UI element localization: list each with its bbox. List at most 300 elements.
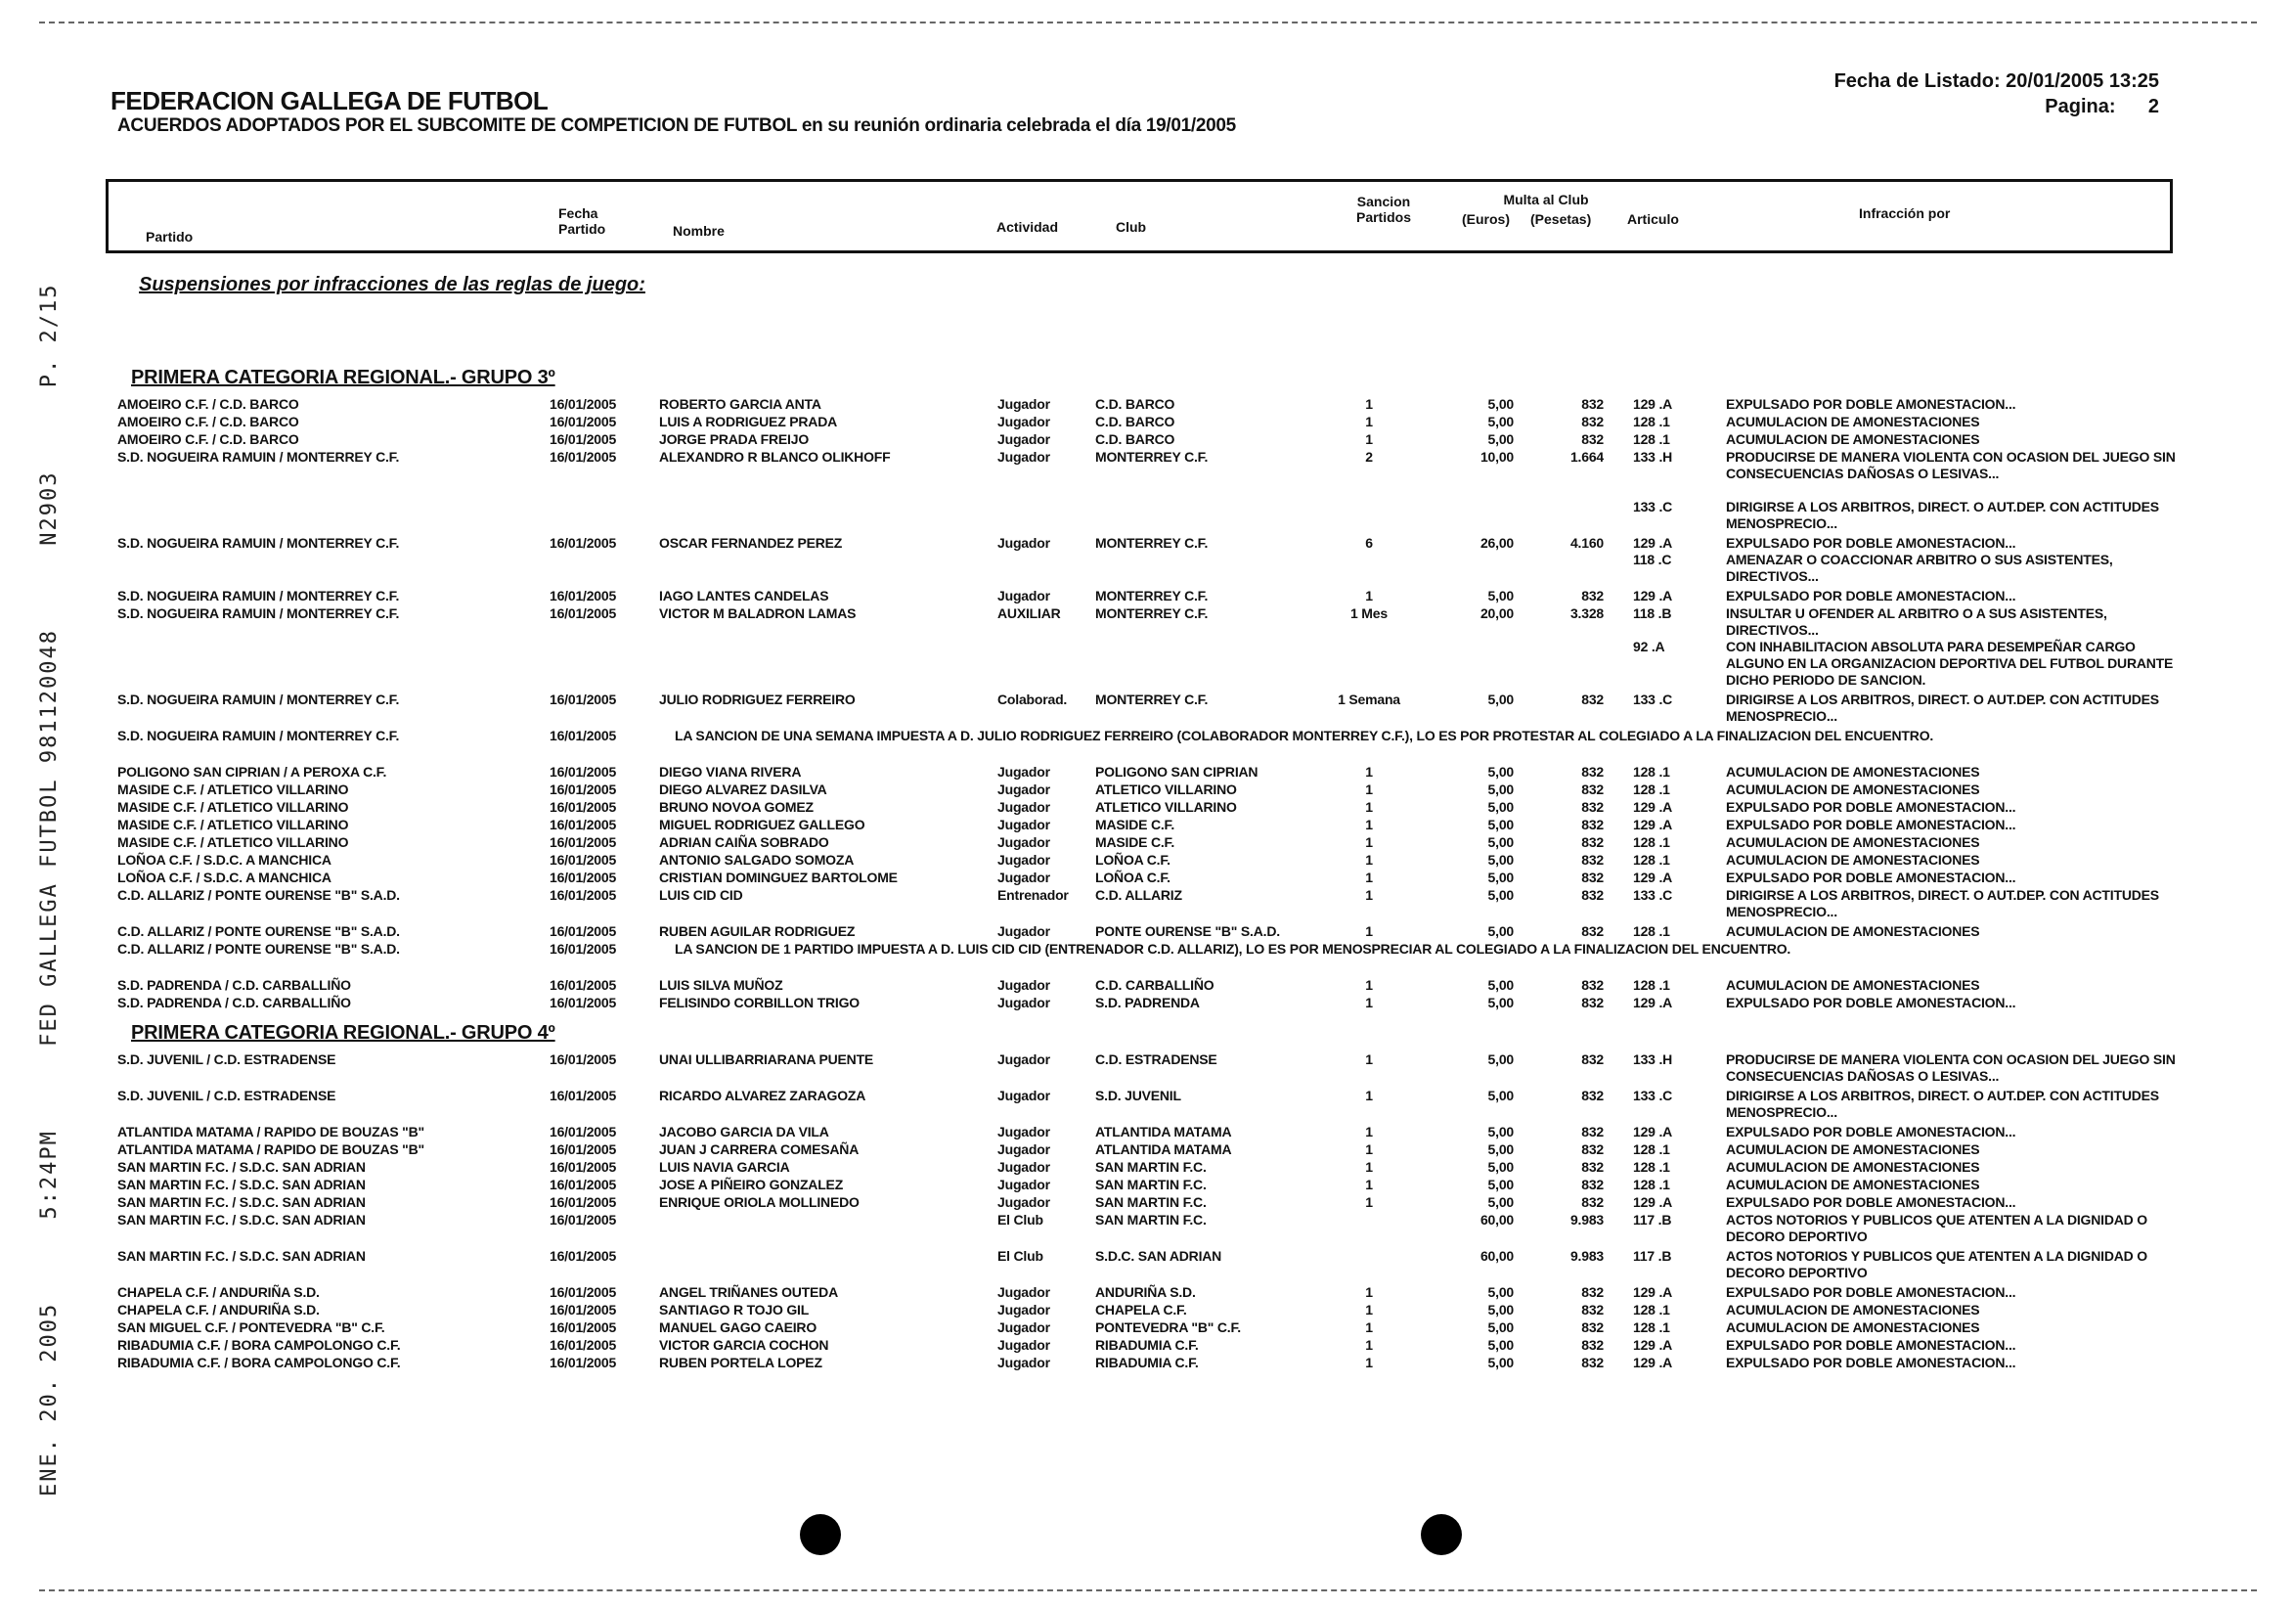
- articulos-cell: [1633, 834, 2181, 851]
- articulo-code: 133 .C: [1633, 887, 1673, 903]
- partido-cell: S.D. NOGUEIRA RAMUIN / MONTERREY C.F.: [117, 728, 400, 743]
- pesetas-cell: 9.983: [1569, 1248, 1604, 1264]
- infraccion-text: [1726, 482, 2176, 499]
- infraccion-text: EXPULSADO POR DOBLE AMONESTACION...: [1726, 396, 2016, 412]
- fecha-cell: 16/01/2005: [550, 782, 617, 797]
- actividad-cell: Jugador: [997, 799, 1050, 815]
- euros-cell: 5,00: [1487, 396, 1514, 412]
- col-multa: Multa al Club: [1503, 192, 1589, 207]
- table-row: [0, 449, 2296, 535]
- actividad-cell: El Club: [997, 1248, 1043, 1264]
- nombre-cell: LUIS A RODRIGUEZ PRADA: [659, 414, 838, 429]
- infraccion-text: EXPULSADO POR DOBLE AMONESTACION...: [1726, 1194, 2016, 1210]
- nombre-cell: BRUNO NOVOA GOMEZ: [659, 799, 814, 815]
- articulo-code: 117 .B: [1633, 1212, 1672, 1228]
- euros-cell: 5,00: [1487, 887, 1514, 903]
- sanctions-list: [0, 357, 2296, 1372]
- articulos-cell: [1633, 887, 2181, 920]
- fecha-cell: 16/01/2005: [550, 995, 617, 1010]
- sancion-cell: 1: [1365, 414, 1373, 429]
- actividad-cell: Jugador: [997, 535, 1050, 551]
- nombre-cell: VICTOR GARCIA COCHON: [659, 1337, 829, 1353]
- pesetas-cell: 1.664: [1569, 449, 1604, 465]
- listing-date: Fecha de Listado: 20/01/2005 13:25: [1833, 70, 2159, 92]
- club-cell: S.D. PADRENDA: [1095, 995, 1200, 1010]
- actividad-cell: Jugador: [997, 1337, 1050, 1353]
- table-row: [0, 1212, 2296, 1248]
- articulo-entry: [1633, 535, 2181, 552]
- col-fecha: Fecha Partido: [558, 205, 606, 237]
- infraccion-text: ACUMULACION DE AMONESTACIONES: [1726, 834, 1980, 850]
- table-row: [0, 431, 2296, 449]
- infraccion-text: EXPULSADO POR DOBLE AMONESTACION...: [1726, 1124, 2016, 1139]
- articulo-code: 128 .1: [1633, 764, 1670, 780]
- sancion-cell: 1: [1365, 817, 1373, 832]
- table-row: [0, 852, 2296, 870]
- articulo-entry: [1633, 817, 2181, 833]
- pesetas-cell: 832: [1581, 799, 1604, 815]
- sancion-cell: 1: [1365, 588, 1373, 603]
- actividad-cell: Jugador: [997, 764, 1050, 780]
- partido-cell: RIBADUMIA C.F. / BORA CAMPOLONGO C.F.: [117, 1337, 401, 1353]
- club-cell: C.D. CARBALLIÑO: [1095, 977, 1214, 993]
- articulo-code: 129 .A: [1633, 1284, 1673, 1300]
- nombre-cell: RUBEN PORTELA LOPEZ: [659, 1355, 822, 1370]
- actividad-cell: Jugador: [997, 817, 1050, 832]
- page-number: [1834, 94, 2159, 119]
- articulo-entry: [1633, 1088, 2181, 1121]
- infraccion-text: ACUMULACION DE AMONESTACIONES: [1726, 764, 1980, 780]
- articulos-cell: [1633, 535, 2181, 585]
- fax-page: P. 2/15: [37, 283, 62, 388]
- fecha-cell: 16/01/2005: [550, 852, 617, 868]
- partido-cell: LOÑOA C.F. / S.D.C. A MANCHICA: [117, 852, 331, 868]
- fecha-cell: 16/01/2005: [550, 799, 617, 815]
- note-cell: LA SANCION DE 1 PARTIDO IMPUESTA A D. LUIS CID CID (ENTRENADOR C.D. ALLARIZ), LO ES POR MENOSPRECIAR AL COLEGIADO A LA FINALIZACION DEL ENCUENTRO.: [675, 941, 1791, 957]
- sancion-cell: 1: [1365, 870, 1373, 885]
- actividad-cell: Jugador: [997, 588, 1050, 603]
- articulo-entry: [1633, 396, 2181, 413]
- club-cell: C.D. BARCO: [1095, 414, 1175, 429]
- nombre-cell: RUBEN AGUILAR RODRIGUEZ: [659, 923, 856, 939]
- sancion-cell: 1: [1365, 1194, 1373, 1210]
- actividad-cell: Jugador: [997, 1051, 1050, 1067]
- articulo-code: 118 .C: [1633, 552, 1672, 567]
- fecha-cell: 16/01/2005: [550, 1337, 617, 1353]
- partido-cell: SAN MARTIN F.C. / S.D.C. SAN ADRIAN: [117, 1248, 366, 1264]
- sancion-cell: 1: [1365, 1177, 1373, 1192]
- fecha-cell: 16/01/2005: [550, 1302, 617, 1318]
- euros-cell: 5,00: [1487, 1177, 1514, 1192]
- group-title: [0, 1012, 2296, 1051]
- articulos-cell: [1633, 799, 2181, 816]
- group-title-text: PRIMERA CATEGORIA REGIONAL.- GRUPO 4º: [131, 1022, 555, 1044]
- articulos-cell: [1633, 923, 2181, 940]
- articulo-entry: [1633, 499, 2181, 532]
- euros-cell: 26,00: [1479, 535, 1514, 551]
- articulos-cell: [1633, 588, 2181, 604]
- fecha-cell: 16/01/2005: [550, 605, 617, 621]
- articulos-cell: [1633, 782, 2181, 798]
- listing-info: [1834, 68, 2159, 119]
- partido-cell: SAN MARTIN F.C. / S.D.C. SAN ADRIAN: [117, 1159, 366, 1175]
- pesetas-cell: 832: [1581, 887, 1604, 903]
- articulo-code: 129 .A: [1633, 535, 1673, 551]
- table-row: [0, 995, 2296, 1012]
- articulos-cell: [1633, 692, 2181, 725]
- infraccion-text: ACUMULACION DE AMONESTACIONES: [1726, 1141, 1980, 1157]
- fecha-cell: 16/01/2005: [550, 692, 617, 707]
- document-subtitle: ACUERDOS ADOPTADOS POR EL SUBCOMITE DE COMPETICION DE FUTBOL en su reunión ordinaria celebrada el día 19/01/2005: [117, 115, 1236, 136]
- articulo-code: 133 .H: [1633, 1051, 1673, 1067]
- articulos-cell: [1633, 1124, 2181, 1140]
- partido-cell: C.D. ALLARIZ / PONTE OURENSE "B" S.A.D.: [117, 923, 400, 939]
- pesetas-cell: 832: [1581, 995, 1604, 1010]
- sancion-cell: 1: [1365, 1051, 1373, 1067]
- club-cell: MASIDE C.F.: [1095, 817, 1175, 832]
- articulo-entry: [1633, 764, 2181, 781]
- table-row: [0, 1337, 2296, 1355]
- articulos-cell: [1633, 1088, 2181, 1121]
- euros-cell: 5,00: [1487, 1302, 1514, 1318]
- nombre-cell: ROBERTO GARCIA ANTA: [659, 396, 821, 412]
- fecha-cell: 16/01/2005: [550, 449, 617, 465]
- table-row: [0, 1248, 2296, 1284]
- nombre-cell: DIEGO VIANA RIVERA: [659, 764, 802, 780]
- actividad-cell: Jugador: [997, 1194, 1050, 1210]
- euros-cell: 5,00: [1487, 414, 1514, 429]
- pesetas-cell: 832: [1581, 1319, 1604, 1335]
- fecha-cell: 16/01/2005: [550, 1212, 617, 1228]
- pesetas-cell: 832: [1581, 1141, 1604, 1157]
- actividad-cell: Jugador: [997, 1302, 1050, 1318]
- infraccion-text: EXPULSADO POR DOBLE AMONESTACION...: [1726, 870, 2016, 885]
- nombre-cell: LUIS SILVA MUÑOZ: [659, 977, 783, 993]
- actividad-cell: Jugador: [997, 1355, 1050, 1370]
- sancion-cell: 1: [1365, 977, 1373, 993]
- euros-cell: 5,00: [1487, 1124, 1514, 1139]
- articulo-entry: [1633, 605, 2181, 639]
- euros-cell: 10,00: [1479, 449, 1514, 465]
- partido-cell: AMOEIRO C.F. / C.D. BARCO: [117, 431, 299, 447]
- nombre-cell: MIGUEL RODRIGUEZ GALLEGO: [659, 817, 865, 832]
- fecha-cell: 16/01/2005: [550, 396, 617, 412]
- pesetas-cell: 832: [1581, 588, 1604, 603]
- table-row: [0, 870, 2296, 887]
- section-title: Suspensiones por infracciones de las reglas de juego:: [139, 274, 645, 295]
- table-row: [0, 923, 2296, 941]
- nombre-cell: ALEXANDRO R BLANCO OLIKHOFF: [659, 449, 891, 465]
- infraccion-text: EXPULSADO POR DOBLE AMONESTACION...: [1726, 588, 2016, 603]
- fecha-cell: 16/01/2005: [550, 1088, 617, 1103]
- fecha-cell: 16/01/2005: [550, 887, 617, 903]
- club-cell: S.D. JUVENIL: [1095, 1088, 1181, 1103]
- euros-cell: 5,00: [1487, 1088, 1514, 1103]
- col-euros: (Euros): [1462, 211, 1510, 227]
- fecha-cell: 16/01/2005: [550, 923, 617, 939]
- table-row: [0, 1302, 2296, 1319]
- infraccion-text: EXPULSADO POR DOBLE AMONESTACION...: [1726, 817, 2016, 832]
- club-cell: PONTEVEDRA "B" C.F.: [1095, 1319, 1241, 1335]
- infraccion-text: PRODUCIRSE DE MANERA VIOLENTA CON OCASION DEL JUEGO SIN CONSECUENCIAS DAÑOSAS O LESIVAS...: [1726, 449, 2176, 481]
- partido-cell: ATLANTIDA MATAMA / RAPIDO DE BOUZAS "B": [117, 1141, 424, 1157]
- articulo-entry: [1633, 482, 2181, 499]
- club-cell: ATLETICO VILLARINO: [1095, 782, 1237, 797]
- partido-cell: S.D. NOGUEIRA RAMUIN / MONTERREY C.F.: [117, 535, 400, 551]
- euros-cell: 5,00: [1487, 1355, 1514, 1370]
- partido-cell: AMOEIRO C.F. / C.D. BARCO: [117, 396, 299, 412]
- euros-cell: 5,00: [1487, 1141, 1514, 1157]
- club-cell: MONTERREY C.F.: [1095, 535, 1209, 551]
- pesetas-cell: 832: [1581, 852, 1604, 868]
- fecha-cell: 16/01/2005: [550, 1141, 617, 1157]
- partido-cell: MASIDE C.F. / ATLETICO VILLARINO: [117, 782, 349, 797]
- club-cell: LOÑOA C.F.: [1095, 870, 1170, 885]
- infraccion-text: DIRIGIRSE A LOS ARBITROS, DIRECT. O AUT.DEP. CON ACTITUDES MENOSPRECIO...: [1726, 1088, 2159, 1120]
- fecha-cell: 16/01/2005: [550, 588, 617, 603]
- table-row: [0, 764, 2296, 782]
- sancion-cell: 1: [1365, 1159, 1373, 1175]
- fecha-cell: 16/01/2005: [550, 1124, 617, 1139]
- fecha-cell: 16/01/2005: [550, 414, 617, 429]
- articulos-cell: [1633, 1159, 2181, 1176]
- partido-cell: LOÑOA C.F. / S.D.C. A MANCHICA: [117, 870, 331, 885]
- partido-cell: MASIDE C.F. / ATLETICO VILLARINO: [117, 834, 349, 850]
- pesetas-cell: 832: [1581, 977, 1604, 993]
- table-row: [0, 692, 2296, 728]
- nombre-cell: CRISTIAN DOMINGUEZ BARTOLOME: [659, 870, 898, 885]
- table-row: [0, 1159, 2296, 1177]
- fecha-cell: 16/01/2005: [550, 834, 617, 850]
- actividad-cell: Jugador: [997, 1088, 1050, 1103]
- articulos-cell: [1633, 1319, 2181, 1336]
- fecha-cell: 16/01/2005: [550, 941, 617, 957]
- articulo-entry: [1633, 1248, 2181, 1281]
- infraccion-text: ACTOS NOTORIOS Y PUBLICOS QUE ATENTEN A LA DIGNIDAD O DECORO DEPORTIVO: [1726, 1248, 2147, 1280]
- infraccion-text: ACUMULACION DE AMONESTACIONES: [1726, 852, 1980, 868]
- articulo-entry: [1633, 977, 2181, 994]
- sancion-cell: 1: [1365, 852, 1373, 868]
- scan-edge-bottom: [39, 1589, 2257, 1591]
- partido-cell: S.D. PADRENDA / C.D. CARBALLIÑO: [117, 995, 351, 1010]
- col-actividad: Actividad: [996, 219, 1059, 235]
- nombre-cell: ANTONIO SALGADO SOMOZA: [659, 852, 855, 868]
- actividad-cell: Jugador: [997, 834, 1050, 850]
- table-row: [0, 1124, 2296, 1141]
- col-nombre: Nombre: [673, 223, 725, 239]
- fecha-cell: 16/01/2005: [550, 764, 617, 780]
- fecha-cell: 16/01/2005: [550, 1319, 617, 1335]
- fecha-cell: 16/01/2005: [550, 1284, 617, 1300]
- col-club: Club: [1116, 219, 1147, 235]
- partido-cell: AMOEIRO C.F. / C.D. BARCO: [117, 414, 299, 429]
- partido-cell: C.D. ALLARIZ / PONTE OURENSE "B" S.A.D.: [117, 887, 400, 903]
- articulos-cell: [1633, 1212, 2181, 1245]
- pesetas-cell: 832: [1581, 431, 1604, 447]
- table-row: [0, 799, 2296, 817]
- partido-cell: S.D. PADRENDA / C.D. CARBALLIÑO: [117, 977, 351, 993]
- nombre-cell: MANUEL GAGO CAEIRO: [659, 1319, 817, 1335]
- sancion-cell: 1: [1365, 1088, 1373, 1103]
- euros-cell: 5,00: [1487, 1194, 1514, 1210]
- pesetas-cell: 832: [1581, 1337, 1604, 1353]
- actividad-cell: Entrenador: [997, 887, 1069, 903]
- actividad-cell: Jugador: [997, 1284, 1050, 1300]
- actividad-cell: Jugador: [997, 449, 1050, 465]
- nombre-cell: JUAN J CARRERA COMESAÑA: [659, 1141, 860, 1157]
- euros-cell: 5,00: [1487, 923, 1514, 939]
- infraccion-text: EXPULSADO POR DOBLE AMONESTACION...: [1726, 799, 2016, 815]
- club-cell: CHAPELA C.F.: [1095, 1302, 1187, 1318]
- fecha-cell: 16/01/2005: [550, 1177, 617, 1192]
- sancion-cell: 1: [1365, 764, 1373, 780]
- club-cell: ATLANTIDA MATAMA: [1095, 1141, 1232, 1157]
- euros-cell: 5,00: [1487, 799, 1514, 815]
- pesetas-cell: 832: [1581, 817, 1604, 832]
- sancion-cell: 1: [1365, 1355, 1373, 1370]
- club-cell: C.D. ALLARIZ: [1095, 887, 1182, 903]
- table-row: [0, 728, 2296, 764]
- euros-cell: 5,00: [1487, 764, 1514, 780]
- pesetas-cell: 832: [1581, 1159, 1604, 1175]
- actividad-cell: Jugador: [997, 1124, 1050, 1139]
- note-cell: LA SANCION DE UNA SEMANA IMPUESTA A D. JULIO RODRIGUEZ FERREIRO (COLABORADOR MONTERREY C.F.), LO ES POR PROTESTAR AL COLEGIADO A LA FINALIZACION DEL ENCUENTRO.: [675, 728, 1934, 743]
- articulos-cell: [1633, 977, 2181, 994]
- articulo-code: 128 .1: [1633, 923, 1670, 939]
- articulo-entry: [1633, 887, 2181, 920]
- articulo-code: 129 .A: [1633, 817, 1673, 832]
- punch-hole: [1421, 1514, 1462, 1555]
- group-title: [0, 357, 2296, 396]
- pesetas-cell: 832: [1581, 1088, 1604, 1103]
- table-row: [0, 1088, 2296, 1124]
- fecha-cell: 16/01/2005: [550, 870, 617, 885]
- articulo-entry: [1633, 782, 2181, 798]
- articulos-cell: [1633, 605, 2181, 689]
- articulo-code: 128 .1: [1633, 1319, 1670, 1335]
- club-cell: POLIGONO SAN CIPRIAN: [1095, 764, 1258, 780]
- group-title-text: PRIMERA CATEGORIA REGIONAL.- GRUPO 3º: [131, 367, 555, 388]
- table-row: [0, 782, 2296, 799]
- articulo-code: [1633, 482, 1726, 499]
- articulo-entry: [1633, 1355, 2181, 1371]
- articulo-code: 129 .A: [1633, 396, 1673, 412]
- articulo-entry: [1633, 1337, 2181, 1354]
- articulos-cell: [1633, 1302, 2181, 1318]
- partido-cell: MASIDE C.F. / ATLETICO VILLARINO: [117, 817, 349, 832]
- actividad-cell: Jugador: [997, 1319, 1050, 1335]
- partido-cell: RIBADUMIA C.F. / BORA CAMPOLONGO C.F.: [117, 1355, 401, 1370]
- fax-sender: FED GALLEGA FUTBOL 981120048: [37, 628, 62, 1047]
- articulo-code: 129 .A: [1633, 799, 1673, 815]
- nombre-cell: OSCAR FERNANDEZ PEREZ: [659, 535, 843, 551]
- fax-date: ENE. 20. 2005: [37, 1302, 62, 1496]
- nombre-cell: VICTOR M BALADRON LAMAS: [659, 605, 857, 621]
- nombre-cell: RICARDO ALVAREZ ZARAGOZA: [659, 1088, 866, 1103]
- sancion-cell: 1: [1365, 1124, 1373, 1139]
- sancion-cell: 1: [1365, 431, 1373, 447]
- club-cell: MONTERREY C.F.: [1095, 605, 1209, 621]
- sancion-cell: 1: [1365, 923, 1373, 939]
- fecha-cell: 16/01/2005: [550, 1355, 617, 1370]
- table-row: [0, 1141, 2296, 1159]
- sancion-cell: 1: [1365, 1284, 1373, 1300]
- articulo-code: 128 .1: [1633, 1159, 1670, 1175]
- club-cell: C.D. BARCO: [1095, 396, 1175, 412]
- club-cell: RIBADUMIA C.F.: [1095, 1355, 1199, 1370]
- euros-cell: 5,00: [1487, 817, 1514, 832]
- infraccion-text: ACUMULACION DE AMONESTACIONES: [1726, 1319, 1980, 1335]
- articulo-code: 128 .1: [1633, 834, 1670, 850]
- club-cell: SAN MARTIN F.C.: [1095, 1159, 1207, 1175]
- sancion-cell: 1: [1365, 1337, 1373, 1353]
- nombre-cell: JORGE PRADA FREIJO: [659, 431, 810, 447]
- euros-cell: 60,00: [1479, 1212, 1514, 1228]
- pesetas-cell: 832: [1581, 1194, 1604, 1210]
- table-header: [106, 179, 2173, 253]
- scan-edge-top: [39, 22, 2257, 23]
- infraccion-text: CON INHABILITACION ABSOLUTA PARA DESEMPEÑAR CARGO ALGUNO EN LA ORGANIZACION DEPORTIVA DEL FUTBOL DURANTE DICHO PERIODO DE SANCION.: [1726, 639, 2174, 688]
- infraccion-text: EXPULSADO POR DOBLE AMONESTACION...: [1726, 1284, 2016, 1300]
- articulo-entry: [1633, 1177, 2181, 1193]
- infraccion-text: ACUMULACION DE AMONESTACIONES: [1726, 923, 1980, 939]
- partido-cell: SAN MARTIN F.C. / S.D.C. SAN ADRIAN: [117, 1194, 366, 1210]
- club-cell: LOÑOA C.F.: [1095, 852, 1170, 868]
- euros-cell: 5,00: [1487, 870, 1514, 885]
- articulo-code: 129 .A: [1633, 995, 1673, 1010]
- infraccion-text: ACUMULACION DE AMONESTACIONES: [1726, 977, 1980, 993]
- pesetas-cell: 832: [1581, 834, 1604, 850]
- articulo-entry: [1633, 1141, 2181, 1158]
- club-cell: SAN MARTIN F.C.: [1095, 1177, 1207, 1192]
- articulos-cell: [1633, 1248, 2181, 1281]
- nombre-cell: LUIS CID CID: [659, 887, 743, 903]
- infraccion-text: ACUMULACION DE AMONESTACIONES: [1726, 1159, 1980, 1175]
- sancion-cell: 1: [1365, 1141, 1373, 1157]
- fax-number: N2903: [37, 470, 62, 546]
- euros-cell: 5,00: [1487, 977, 1514, 993]
- infraccion-text: DIRIGIRSE A LOS ARBITROS, DIRECT. O AUT.DEP. CON ACTITUDES MENOSPRECIO...: [1726, 692, 2159, 724]
- articulos-cell: [1633, 414, 2181, 430]
- articulo-entry: [1633, 870, 2181, 886]
- articulo-entry: [1633, 1302, 2181, 1318]
- euros-cell: 5,00: [1487, 692, 1514, 707]
- articulo-entry: [1633, 799, 2181, 816]
- sancion-cell: 1: [1365, 782, 1373, 797]
- articulo-code: 128 .1: [1633, 431, 1670, 447]
- pesetas-cell: 832: [1581, 692, 1604, 707]
- articulo-code: 128 .1: [1633, 852, 1670, 868]
- table-row: [0, 535, 2296, 588]
- club-cell: RIBADUMIA C.F.: [1095, 1337, 1199, 1353]
- sancion-cell: 1: [1365, 396, 1373, 412]
- articulo-code: 133 .C: [1633, 692, 1673, 707]
- articulo-code: 92 .A: [1633, 639, 1665, 654]
- euros-cell: 5,00: [1487, 1159, 1514, 1175]
- euros-cell: 5,00: [1487, 1051, 1514, 1067]
- club-cell: ANDURIÑA S.D.: [1095, 1284, 1196, 1300]
- pesetas-cell: 832: [1581, 396, 1604, 412]
- articulos-cell: [1633, 870, 2181, 886]
- table-row: [0, 1177, 2296, 1194]
- col-articulo: Articulo: [1627, 211, 1679, 227]
- table-row: [0, 834, 2296, 852]
- nombre-cell: JACOBO GARCIA DA VILA: [659, 1124, 829, 1139]
- euros-cell: 5,00: [1487, 852, 1514, 868]
- articulo-entry: [1633, 1159, 2181, 1176]
- fecha-cell: 16/01/2005: [550, 1159, 617, 1175]
- articulo-entry: [1633, 1194, 2181, 1211]
